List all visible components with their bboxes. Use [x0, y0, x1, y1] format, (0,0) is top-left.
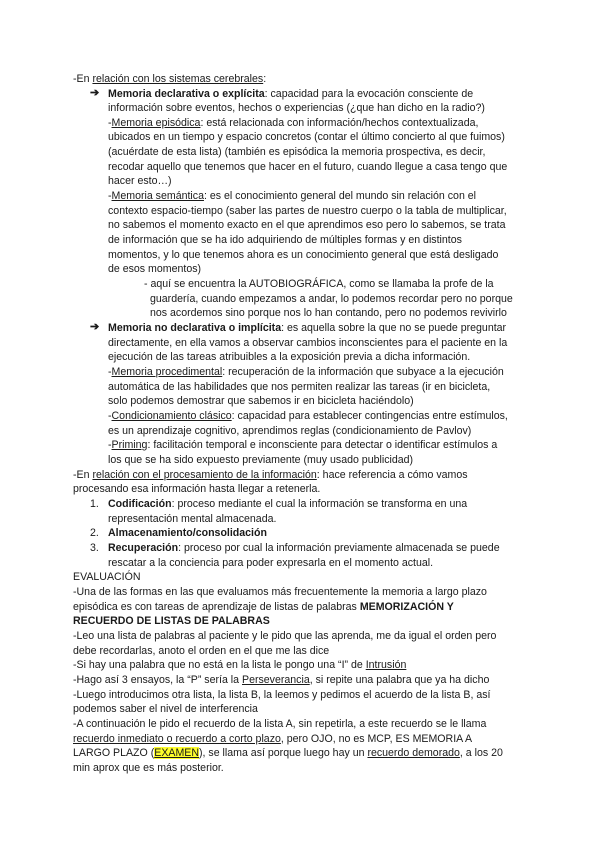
declarativa-line-1: Memoria declarativa o explícita: capacidad para la evocación consciente de — [108, 88, 474, 100]
evaluacion-p5-line-2: podemos saber el nivel de interferencia — [73, 703, 258, 715]
episodica-line-2: ubicados en un tiempo y espacio concretos (contar el último concierto al que fuimos) — [108, 131, 505, 143]
recuerdo-inmediato-underlined: recuerdo inmediato o recuerdo a corto plazo — [73, 733, 281, 745]
evaluacion-p1-line-1: -Una de las formas en las que evaluamos más frecuentemente la memoria a largo plazo — [73, 586, 487, 598]
no-declarativa-line-1: Memoria no declarativa o implícita: es aquella sobre la que no se puede preguntar — [108, 322, 507, 334]
list-number: 2. — [90, 527, 99, 539]
condicionamiento-line-2: es un aprendizaje cognitivo, aprendimos reglas (condicionamiento de Pavlov) — [108, 425, 472, 437]
episodica-line-5: hacer esto…) — [108, 175, 172, 187]
episodica-line-1: -Memoria episódica: está relacionada con información/hechos contextualizada, — [108, 117, 479, 129]
auto-line-2: guardería, cuando empezamos a andar, lo podemos recordar pero no porque — [150, 293, 513, 305]
evaluacion-p2-line-1: -Leo una lista de palabras al paciente y le pido que las aprenda, me da igual el orden pero — [73, 630, 497, 642]
list-number: 3. — [90, 542, 99, 554]
intrusion-underlined: Intrusión — [365, 659, 407, 671]
auto-line-1: - aquí se encuentra la AUTOBIOGRÁFICA, como se llamaba la profe de la — [144, 278, 494, 290]
semantica-line-2: contexto espacio-tiempo (saber las partes de nuestro cuerpo o la tabla de multiplicar, — [108, 205, 507, 217]
procesamiento-line-2: procesando esa información hasta llegar a retenerla. — [73, 483, 321, 495]
evaluacion-p3: -Si hay una palabra que no está en la lista le pongo una “I” de Intrusión — [73, 659, 407, 671]
condicionamiento-label: Condicionamiento clásico — [111, 410, 232, 422]
evaluacion-p1-line-2: episódica es con tareas de aprendizaje de listas de palabras MEMORIZACIÓN Y — [73, 601, 454, 613]
procedimental-line-2: automática de las habilidades que nos permiten realizar las tareas (ir en bicicleta, — [108, 381, 491, 393]
recuperacion-line-1: Recuperación: proceso por cual la información previamente almacenada se puede — [108, 542, 500, 554]
codificacion-line-2: representación mental almacenada. — [108, 513, 277, 525]
semantica-label: Memoria semántica — [111, 190, 204, 202]
declarativa-title: Memoria declarativa o explícita — [108, 88, 265, 100]
procesamiento-line-1: -En relación con el procesamiento de la información: hace referencia a cómo vamos — [73, 469, 468, 481]
semantica-line-1: -Memoria semántica: es el conocimiento general del mundo sin relación con el — [108, 190, 477, 202]
priming-label: Priming — [111, 439, 148, 451]
auto-line-3: nos acordemos sino porque nos lo han contando, pero no podemos revivirlo — [150, 307, 507, 319]
semantica-line-3: no sabemos el momento exacto en el que aprendimos eso pero lo sabemos, se trata — [108, 219, 506, 231]
perseverancia-underlined: Perseverancia — [242, 674, 310, 686]
memorizacion-bold: MEMORIZACIÓN Y — [359, 601, 454, 613]
condicionamiento-line-1: -Condicionamiento clásico: capacidad para establecer contingencias entre estímulos, — [108, 410, 508, 422]
semantica-line-5: momentos, y lo que tenemos ahora es un conocimiento general que está desligado — [108, 249, 499, 261]
evaluacion-p5-line-1: -Luego introducimos otra lista, la lista B, la leemos y pedimos el acuerdo de la lista B, así — [73, 689, 491, 701]
codificacion-line-1: Codificación: proceso mediante el cual la información se transforma en una — [108, 498, 468, 510]
episodica-line-3: (acuérdate de esta lista) (también es episódica la memoria prospectiva, es decir, — [108, 146, 486, 158]
recuerdo-demorado-underlined: recuerdo demorado — [367, 747, 460, 759]
evaluacion-p6-line-4: min aprox que es más posterior. — [73, 762, 224, 774]
list-number: 1. — [90, 498, 99, 510]
no-declarativa-line-2: directamente, en ella vamos a observar cambios inconscientes para el paciente en la — [108, 337, 508, 349]
intro-line: -En relación con los sistemas cerebrales: — [73, 73, 267, 85]
semantica-line-6: de esos momentos) — [108, 263, 202, 275]
declarativa-line-2: información sobre eventos, hechos o experiencias (¿que han dicho en la radio?) — [108, 102, 485, 114]
evaluacion-p4: -Hago así 3 ensayos, la “P” sería la Perseverancia, si repite una palabra que ya ha dicho — [73, 674, 490, 686]
priming-line-2: los que se ha sido expuesto previamente (muy usado publicidad) — [108, 454, 414, 466]
evaluacion-p2-line-2: debe recordarlas, anoto el orden en el que me las dice — [73, 645, 330, 657]
recuperacion-title: Recuperación — [108, 542, 179, 554]
codificacion-title: Codificación — [108, 498, 172, 510]
procedimental-line-1: -Memoria procedimental: recuperación de la información que subyace a la ejecución — [108, 366, 504, 378]
intro-underlined: relación con los sistemas cerebrales — [92, 73, 264, 85]
examen-highlight: EXAMEN — [154, 747, 199, 759]
episodica-label: Memoria episódica — [111, 117, 201, 129]
procedimental-line-3: solo podemos demostrar que sabemos ir en bicicleta haciéndolo) — [108, 395, 414, 407]
evaluacion-p6-line-1: -A continuación le pido el recuerdo de la lista A, sin repetirla, a este recuerdo se le llama — [73, 718, 487, 730]
procesamiento-underlined: relación con el procesamiento de la información — [92, 469, 317, 481]
episodica-line-4: recodar aquello que tenemos que hacer en el futuro, cuando llegue a casa tengo que — [108, 161, 508, 173]
arrow-bullet-icon: ➔ — [90, 87, 100, 99]
arrow-bullet-icon: ➔ — [90, 321, 100, 333]
evaluacion-p6-line-2: recuerdo inmediato o recuerdo a corto plazo, pero OJO, no es MCP, ES MEMORIA A — [73, 733, 473, 745]
semantica-line-4: de información que se ha ido adquiriendo de múltiples formas y en distintos — [108, 234, 462, 246]
evaluacion-p6-line-3: LARGO PLAZO (EXAMEN), se llama así porque luego hay un recuerdo demorado, a los 20 — [73, 747, 503, 759]
evaluacion-p1-line-3: RECUERDO DE LISTAS DE PALABRAS — [73, 615, 270, 627]
no-declarativa-line-3: ejecución de las tareas atribuibles a la exposición previa a dicha información. — [108, 351, 471, 363]
priming-line-1: -Priming: facilitación temporal e inconsciente para detectar o identificar estímulos a — [108, 439, 498, 451]
evaluacion-heading: EVALUACIÓN — [73, 571, 141, 583]
procedimental-label: Memoria procedimental — [111, 366, 223, 378]
no-declarativa-title: Memoria no declarativa o implícita — [108, 322, 282, 334]
almacenamiento-title: Almacenamiento/consolidación — [108, 527, 267, 539]
recuperacion-line-2: rescatar a la conciencia para poder expresarla en el momento actual. — [108, 557, 434, 569]
